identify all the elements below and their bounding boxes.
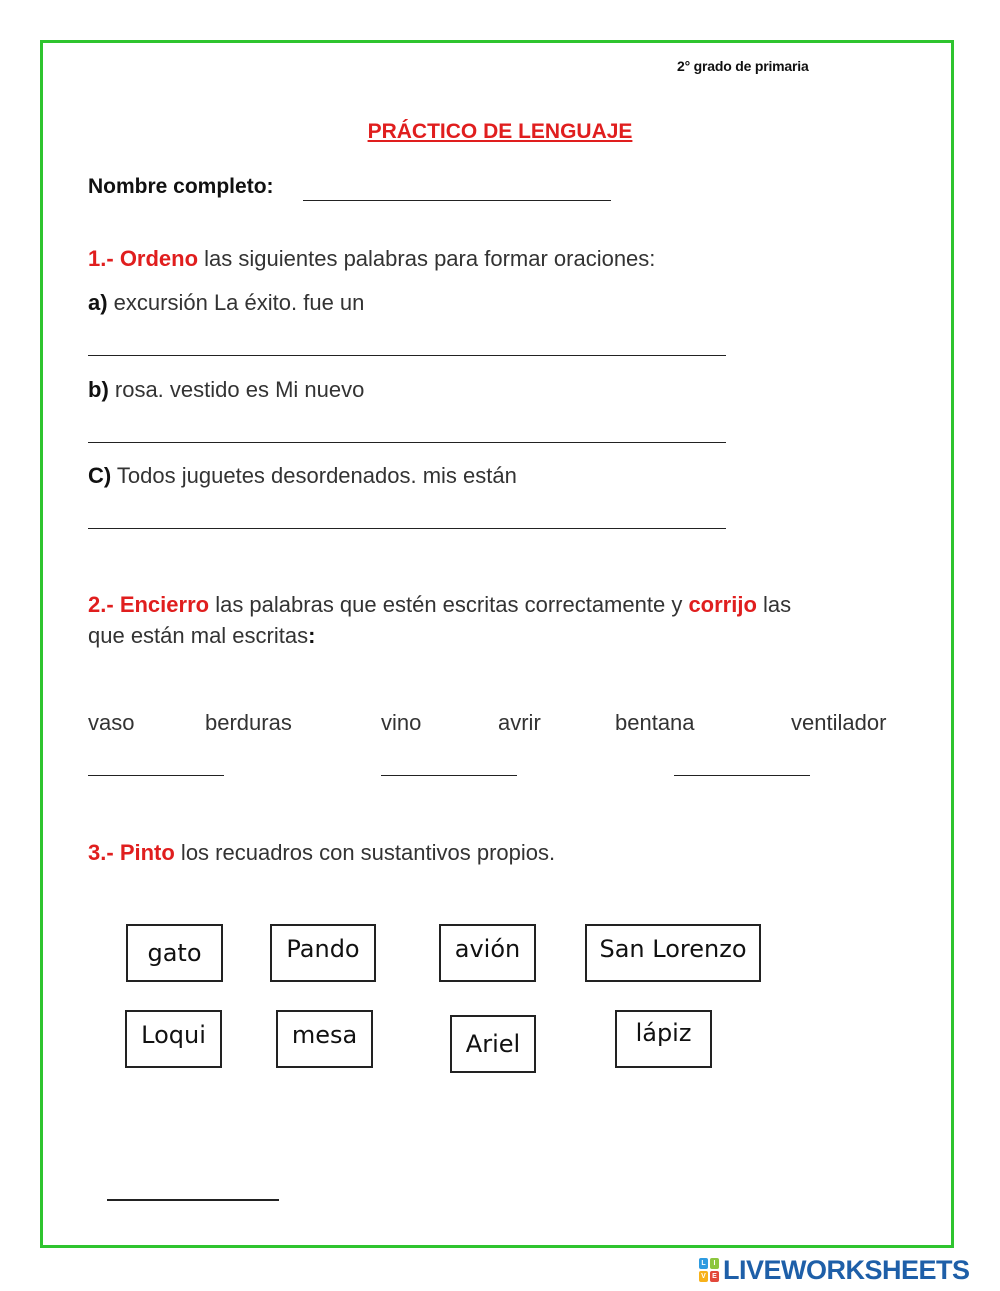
question-2-line-2: que están mal escritas: (88, 623, 316, 648)
word-item[interactable]: bentana (615, 710, 695, 735)
noun-box[interactable]: gato (126, 924, 223, 982)
question-1 (88, 246, 655, 272)
liveworksheets-logo (699, 1256, 970, 1284)
word-item[interactable]: berduras (205, 710, 292, 735)
name-answer-line[interactable] (303, 200, 611, 201)
word-item[interactable]: avrir (498, 710, 541, 735)
noun-box[interactable]: Ariel (450, 1015, 536, 1073)
question-2-line-1: 2.- Encierro las palabras que estén escritas correctamente y corrijo las (88, 592, 792, 617)
correction-line-2[interactable] (381, 775, 517, 776)
logo-icon: L I V E (699, 1258, 719, 1282)
noun-box[interactable]: Loqui (125, 1010, 222, 1068)
answer-line-a[interactable] (88, 355, 726, 356)
noun-box[interactable]: Pando (270, 924, 376, 982)
question-1-text: las siguientes palabras para formar oraciones: (198, 246, 656, 271)
question-1-item-b: b) rosa. vestido es Mi nuevo (88, 377, 365, 402)
noun-box[interactable]: lápiz (615, 1010, 712, 1068)
grade-label: 2° grado de primaria (677, 58, 809, 74)
page-title: PRÁCTICO DE LENGUAJE (367, 120, 633, 143)
noun-box[interactable]: mesa (276, 1010, 373, 1068)
question-1-item-c: C) Todos juguetes desordenados. mis están (88, 463, 517, 488)
question-1-verb: Ordeno (119, 246, 199, 271)
logo-text: LIVEWORKSHEETS (723, 1254, 970, 1285)
word-item[interactable]: ventilador (791, 710, 887, 735)
word-item[interactable]: vaso (88, 710, 135, 735)
question-1-item-a: a) excursión La éxito. fue un (88, 290, 365, 315)
name-label: Nombre completo: (88, 175, 274, 198)
noun-box[interactable]: San Lorenzo (585, 924, 761, 982)
final-answer-line[interactable] (107, 1199, 279, 1201)
correction-line-1[interactable] (88, 775, 224, 776)
word-item[interactable]: vino (381, 710, 422, 735)
question-1-number: 1.- (88, 246, 114, 271)
correction-line-3[interactable] (674, 775, 810, 776)
noun-box[interactable]: avión (439, 924, 536, 982)
answer-line-b[interactable] (88, 442, 726, 443)
question-3: 3.- Pinto los recuadros con sustantivos propios. (88, 840, 556, 865)
answer-line-c[interactable] (88, 528, 726, 529)
